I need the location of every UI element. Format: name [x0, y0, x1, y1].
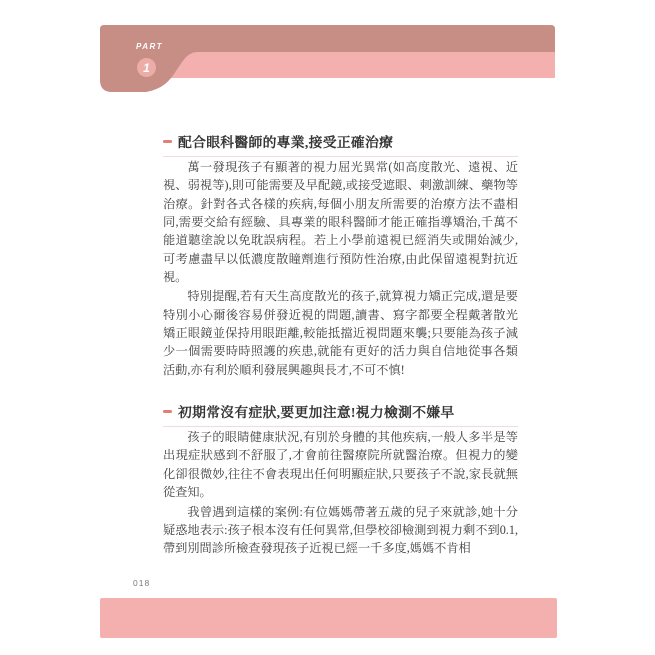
header-banner	[0, 0, 655, 120]
section-heading-1-text: 配合眼科醫師的專業,接受正確治療	[178, 135, 394, 150]
text-column	[163, 133, 518, 558]
body-paragraph: 萬一發現孩子有顯著的視力屈光異常(如高度散光、遠視、近視、弱視等),則可能需要及早配鏡,或接受遮眼、刺激訓練、藥物等治療。針對各式各樣的疾病,每個小朋友所需要的治療方法不盡相同,需要交給有經驗、具專業的眼科醫師才能正確指導矯治,千萬不能道聽塗說以免耽誤病程。若上小學前遠視已經消失或開始減少,可考慮盡早以低濃度散瞳劑進行預防性治療,由此保留遠視對抗近視。	[163, 160, 518, 285]
body-paragraph: 我曾遇到這樣的案例:有位媽媽帶著五歲的兒子來就診,她十分疑惑地表示:孩子根本沒有任何異常,但學校卻檢測到視力剩不到0.1,帶到別間診所檢查發現孩子近視已經一千多度,媽媽不肯相	[163, 504, 518, 556]
part-label: PART	[136, 42, 164, 51]
part-number: 1	[143, 60, 150, 75]
page-number: 018	[133, 578, 151, 588]
section-heading-2	[163, 403, 518, 427]
body-paragraph: 特別提醒,若有天生高度散光的孩子,就算視力矯正完成,還是要特別小心爾後容易併發近視的問題,讀書、寫字都要全程戴著散光矯正眼鏡並保持用眼距離,較能抵擋近視問題來襲;只要能為孩子減少一個需要時時照護的疾患,就能有更好的活力與自信地從事各類活動,亦有利於順利發展興趣與長才,不可不慎!	[163, 289, 518, 377]
part-number-badge	[137, 58, 156, 77]
section-heading-1	[163, 133, 518, 157]
heading-dash-icon	[163, 140, 172, 143]
body-paragraph: 孩子的眼睛健康狀況,有別於身體的其他疾病,一般人多半是等出現症狀感到不舒服了,才會前往醫療院所就醫治療。但視力的變化卻很微妙,往往不會表現出任何明顯症狀,只要孩子不說,家長就無從查知。	[163, 430, 518, 500]
footer-bar	[100, 598, 557, 638]
heading-dash-icon	[163, 410, 172, 413]
header-light-band	[170, 52, 555, 78]
section-heading-2-text: 初期常沒有症狀,要更加注意!視力檢測不嫌早	[178, 405, 455, 421]
